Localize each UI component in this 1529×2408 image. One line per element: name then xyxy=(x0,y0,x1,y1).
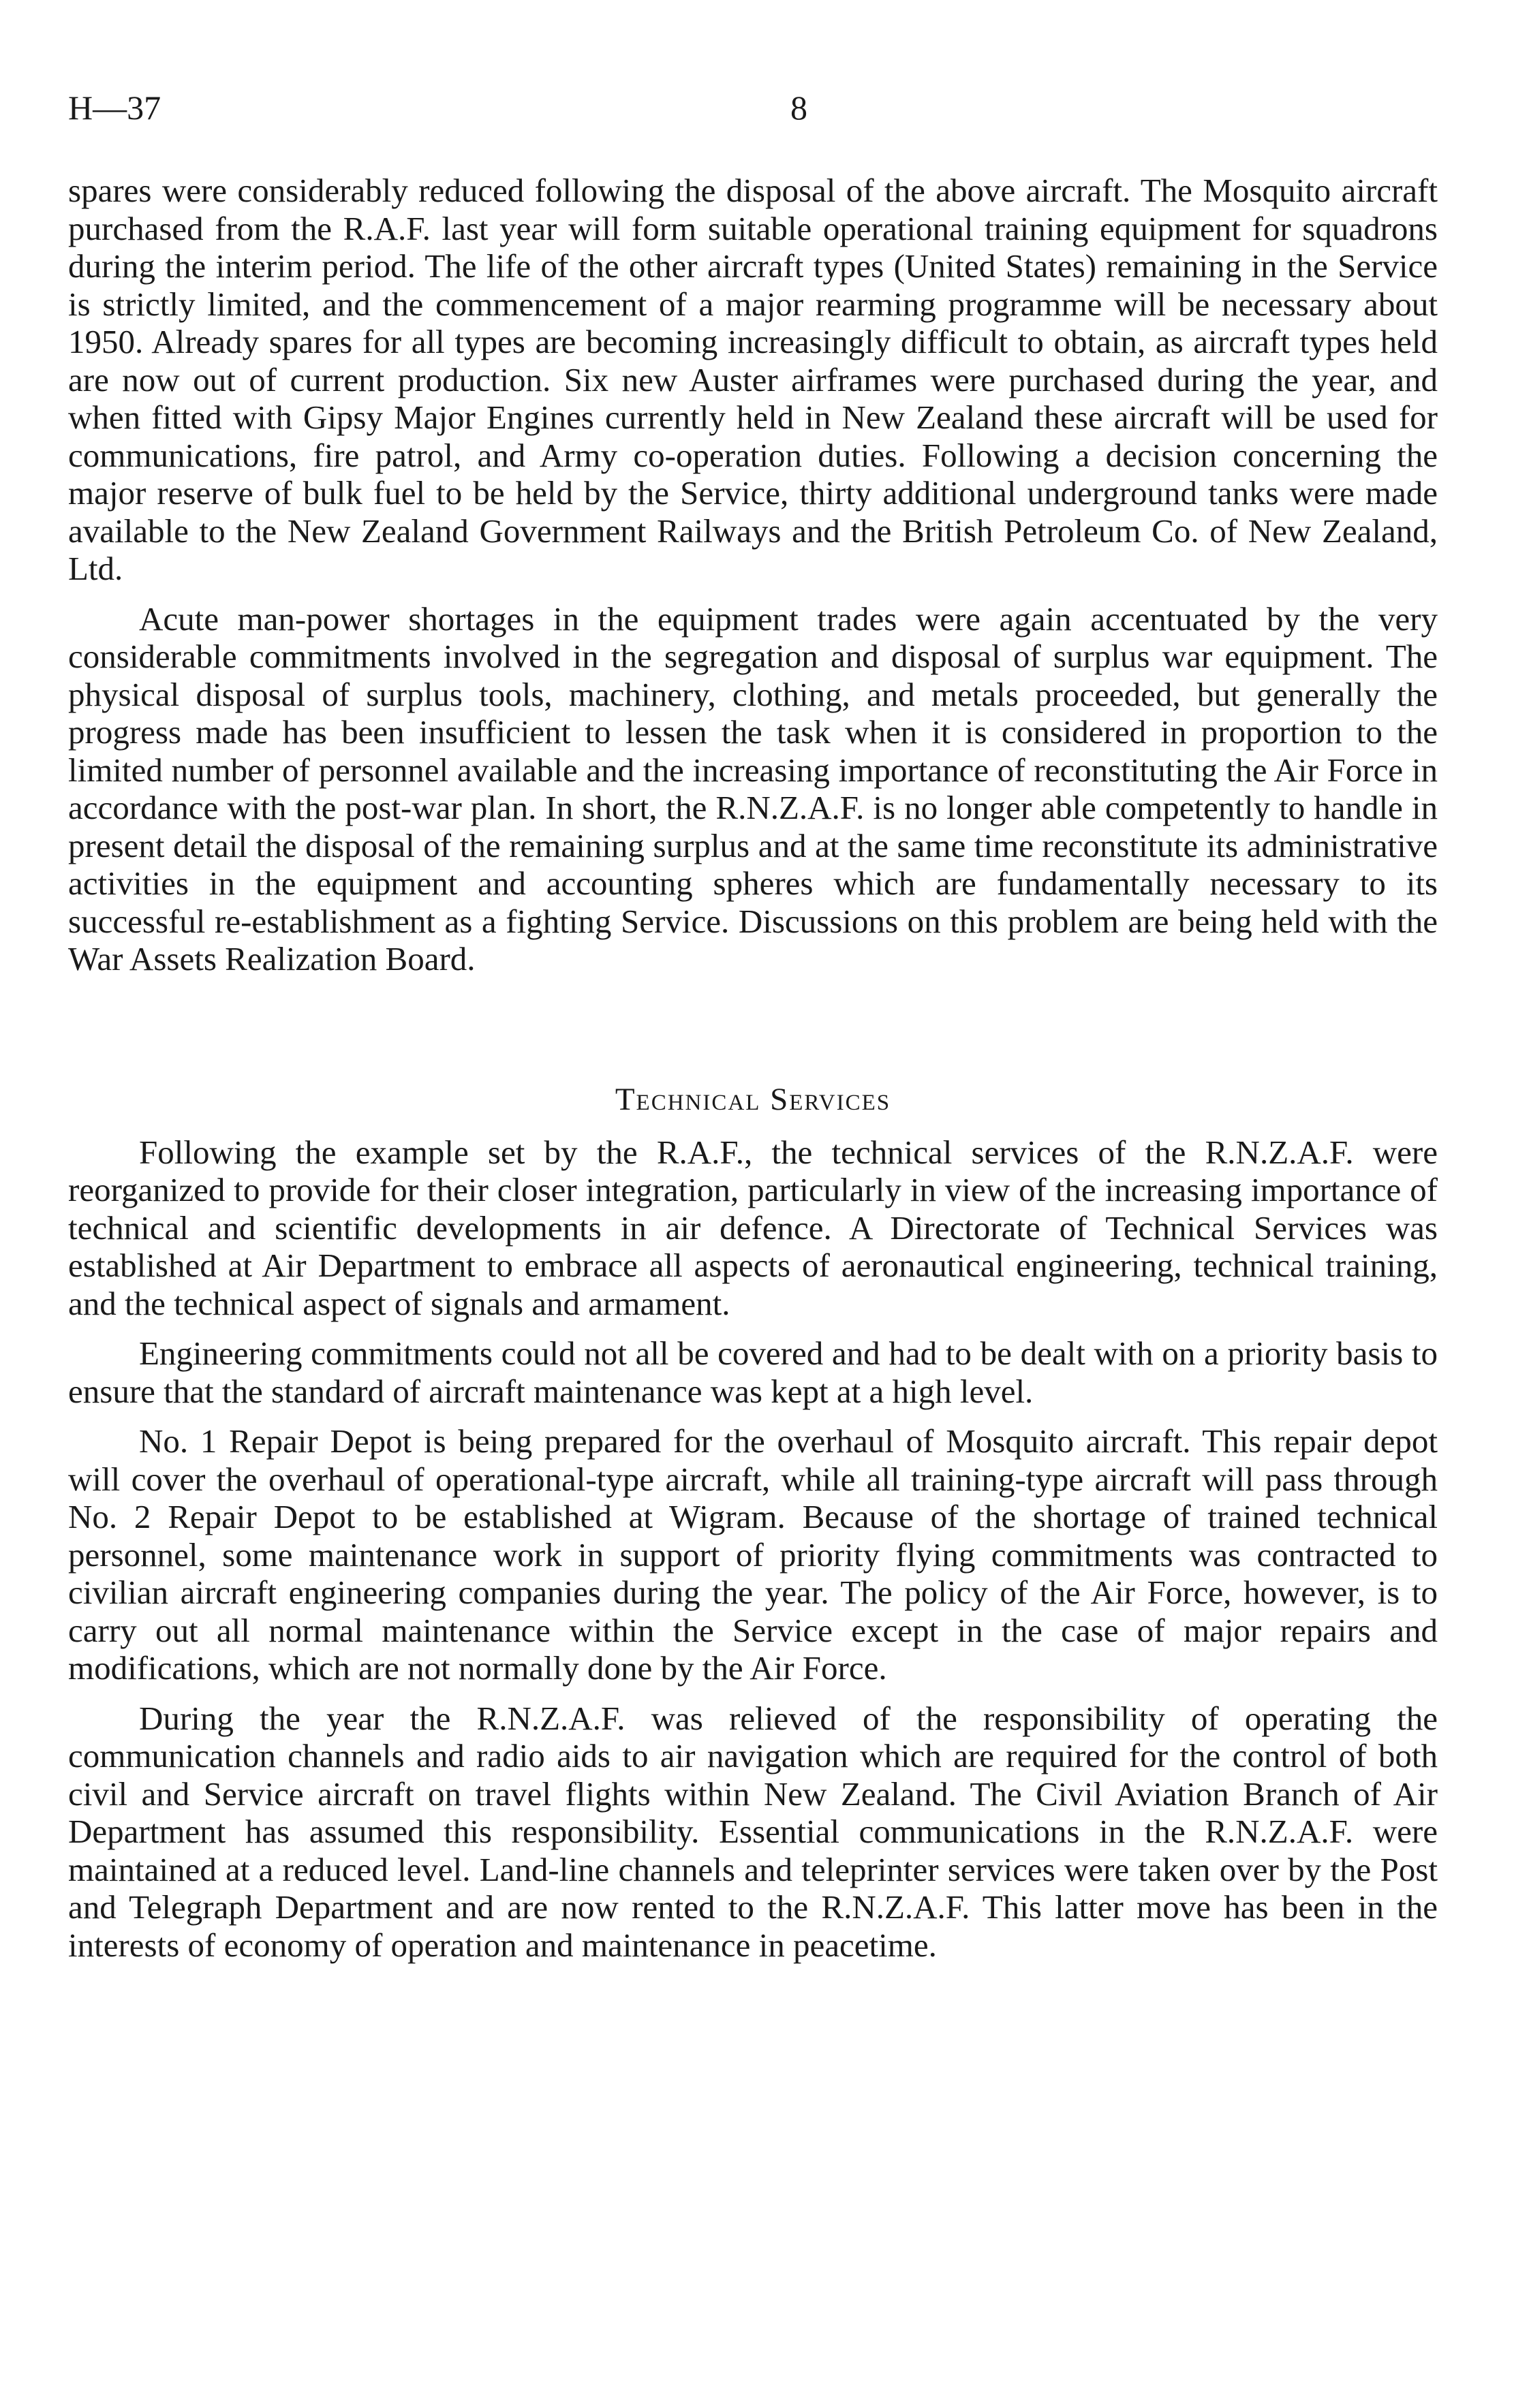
page-number: 8 xyxy=(790,89,807,127)
paragraph-communications: During the year the R.N.Z.A.F. was relieved of the responsibility of operating the communication channels and radio aids to air navigation which are required for the control of both civil and Service aircraft on travel flights within New Zealand. The Civil Aviation Branch of Air Department has assumed this responsibility. Essential communications in the R.N.Z.A.F. were maintained at a reduced level. Land-line channels and teleprinter services were taken over by the Post and Telegraph Department and are now rented to the R.N.Z.A.F. This latter move has been in the interests of economy of operation and maintenance in peacetime. xyxy=(68,1699,1438,1964)
paragraph-manpower-shortages: Acute man-power shortages in the equipment trades were again accentuated by the very considerable commitments involved in the segregation and disposal of surplus war equipment. The physical disposal of surplus tools, machinery, clothing, and metals proceeded, but generally the progress made has been insufficient to lessen the task when it is considered in proportion to the limited number of personnel available and the increasing importance of reconstituting the Air Force in accordance with the post-war plan. In short, the R.N.Z.A.F. is no longer able competently to handle in present detail the disposal of the remaining surplus and at the same time reconstitute its administrative activities in the equipment and accounting spheres which are fundamentally necessary to its successful re-establishment as a fighting Service. Discussions on this problem are being held with the War Assets Realization Board. xyxy=(68,599,1438,978)
section-heading-technical-services: Technical Services xyxy=(615,1081,891,1117)
paragraph-reorganization: Following the example set by the R.A.F., the technical services of the R.N.Z.A.F. were reorganized to provide for their closer integration, particularly in view of the increasing importance of technical and scientific developments in air defence. A Directorate of Technical Services was established at Air Department to embrace all aspects of aeronautical engineering, technical training, and the technical aspect of signals and armament. xyxy=(68,1133,1438,1322)
document-reference: H—37 xyxy=(68,89,161,127)
page-header xyxy=(68,80,1438,135)
paragraph-engineering-commitments: Engineering commitments could not all be covered and had to be dealt with on a priority basis to ensure that the standard of aircraft maintenance was kept at a high level. xyxy=(68,1334,1438,1410)
body-text xyxy=(68,172,1438,1976)
paragraph-spares-continuation: spares were considerably reduced following the disposal of the above aircraft. The Mosquito aircraft purchased from the R.A.F. last year will form suitable operational training equipment for squadrons during the interim period. The life of the other aircraft types (United States) remaining in the Service is strictly limited, and the commencement of a major rearming programme will be necessary about 1950. Already spares for all types are becoming increasingly difficult to obtain, as aircraft types held are now out of current production. Six new Auster airframes were purchased during the year, and when fitted with Gipsy Major Engines currently held in New Zealand these aircraft will be used for communications, fire patrol, and Army co-operation duties. Following a decision concerning the major reserve of bulk fuel to be held by the Service, thirty additional underground tanks were made available to the New Zealand Government Railways and the British Petroleum Co. of New Zealand, Ltd. xyxy=(68,172,1438,587)
paragraph-repair-depot: No. 1 Repair Depot is being prepared for the overhaul of Mosquito aircraft. This repair depot will cover the overhaul of operational-type aircraft, while all training-type aircraft will pass through No. 2 Repair Depot to be established at Wigram. Because of the shortage of trained technical personnel, some maintenance work in support of priority flying commitments was contracted to civilian aircraft engineering companies during the year. The policy of the Air Force, however, is to carry out all normal maintenance within the Service except in the case of major repairs and modifications, which are not normally done by the Air Force. xyxy=(68,1422,1438,1687)
